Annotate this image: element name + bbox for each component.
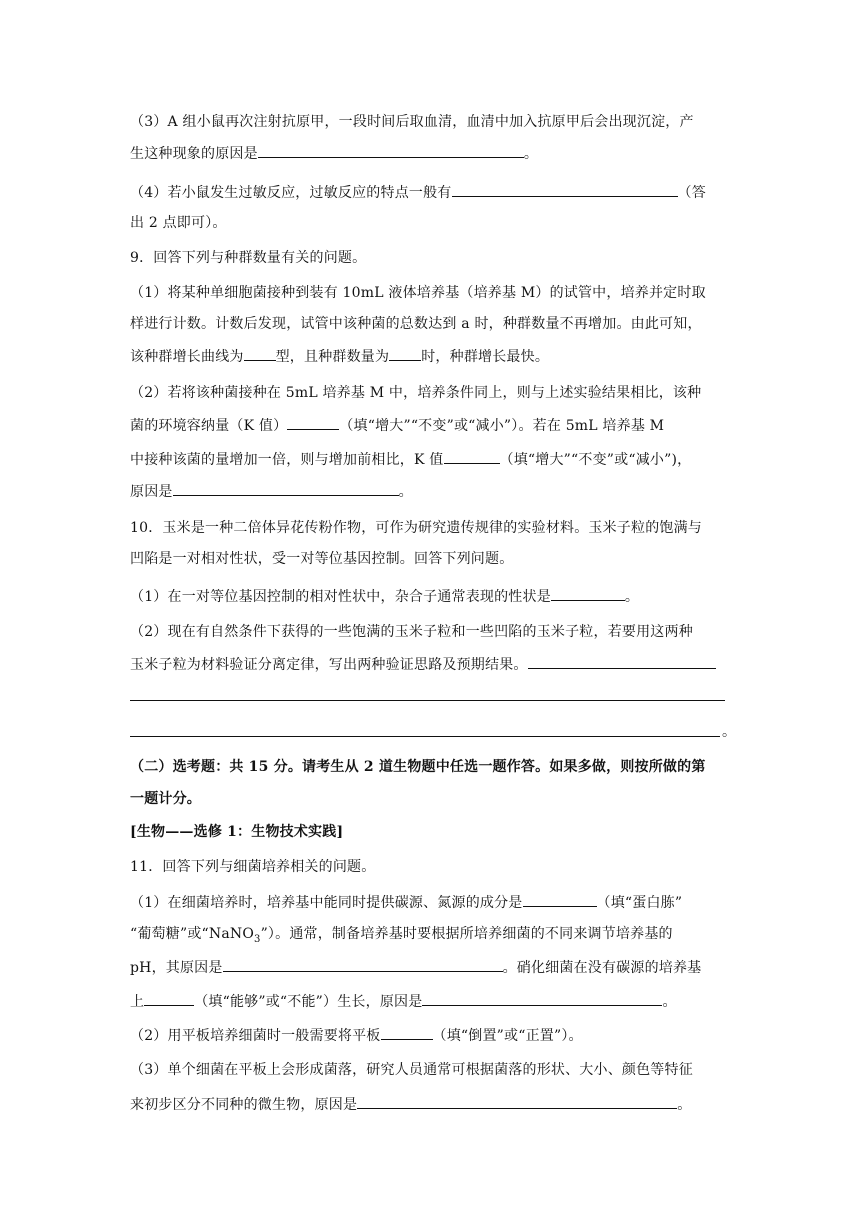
text: 来初步区分不同种的微生物，原因是 — [130, 1097, 358, 1113]
text: （填“增大”“不变”或“减小”）。若在 5mL 培养基 M — [339, 418, 665, 434]
text: 玉米子粒为材料验证分离定律，写出两种验证思路及预期结果。 — [130, 657, 528, 673]
text: （2）若将该种菌接种在 5mL 培养基 M 中，培养条件同上，则与上述实验结果相比，该种 — [130, 385, 702, 401]
text: （填“增大”“不变”或“减小”)， — [499, 452, 692, 468]
q9-title — [130, 248, 730, 268]
text: （填“倒置”或“正置”）。 — [432, 1028, 583, 1044]
answer-blank[interactable] — [357, 1094, 677, 1109]
text: 。 — [677, 1097, 692, 1113]
q11-3-line1 — [130, 1060, 730, 1080]
answer-blank[interactable] — [551, 586, 625, 601]
section-heading-line2 — [130, 789, 730, 809]
text: 。 — [398, 484, 413, 500]
text: （3）单个细菌在平板上会形成菌落，研究人员通常可根据菌落的形状、大小、颜色等特征 — [130, 1062, 693, 1078]
text: 。 — [662, 994, 677, 1010]
answer-line[interactable] — [130, 736, 720, 737]
q8-3-line2 — [130, 143, 730, 164]
text: [生物——选修 1：生物技术实践] — [130, 824, 344, 840]
text: （2）现在有自然条件下获得的一些饱满的玉米子粒和一些凹陷的玉米子粒，若要用这两种 — [130, 624, 693, 640]
answer-blank[interactable] — [173, 481, 399, 496]
answer-blank[interactable] — [444, 449, 500, 464]
answer-blank[interactable] — [223, 957, 503, 972]
q9-1-line2 — [130, 314, 730, 334]
q9-2-line2 — [130, 415, 730, 436]
subscript: 3 — [254, 933, 261, 945]
q8-4-line2 — [130, 213, 730, 233]
q11-1-line3 — [130, 957, 730, 978]
text: 原因是 — [130, 484, 173, 500]
text: （1）将某种单细胞菌接种到装有 10mL 液体培养基（培养基 M）的试管中，培养并定时取 — [130, 285, 706, 301]
q11-3-line2 — [130, 1094, 730, 1115]
text: 。 — [523, 146, 539, 162]
answer-blank[interactable] — [144, 991, 194, 1006]
text: 。 — [722, 724, 737, 740]
q11-title — [130, 857, 730, 877]
q11-2 — [130, 1025, 730, 1046]
text: 菌的环境容纳量（K 值） — [130, 418, 288, 434]
text: 一题计分。 — [130, 791, 201, 807]
text: 9．回答下列与种群数量有关的问题。 — [130, 250, 367, 266]
q9-1-line3 — [130, 346, 730, 367]
text: 样进行计数。计数后发现，试管中该种菌的总数达到 a 时，种群数量不再增加。由此可知， — [130, 316, 702, 332]
text: （2）用平板培养细菌时一般需要将平板 — [130, 1028, 381, 1044]
answer-blank[interactable] — [452, 182, 678, 197]
text: 生这种现象的原因是 — [130, 146, 258, 162]
text: （4）若小鼠发生过敏反应，过敏反应的特点一般有 — [130, 185, 452, 201]
text: （1）在一对等位基因控制的相对性状中，杂合子通常表现的性状是 — [130, 589, 551, 605]
text: （3）A 组小鼠再次注射抗原甲，一段时间后取血清，血清中加入抗原甲后会出现沉淀，产 — [130, 114, 694, 130]
answer-blank[interactable] — [244, 346, 276, 361]
text: ”）。通常，制备培养基时要根据所培养细菌的不同来调节培养基的 — [260, 926, 673, 942]
section-heading-line1 — [130, 757, 730, 777]
q9-2-line1 — [130, 383, 730, 403]
text: 型，且种群数量为 — [275, 349, 390, 365]
period — [722, 722, 742, 742]
text: （答 — [677, 185, 706, 201]
q10-line2 — [130, 549, 730, 569]
answer-blank[interactable] — [528, 654, 716, 669]
text: （二）选考题：共 15 分。请考生从 2 道生物题中任选一题作答。如果多做，则按所做的第 — [130, 759, 706, 775]
q10-2-line1 — [130, 622, 730, 642]
text: “葡萄糖”或“NaNO — [130, 926, 254, 942]
answer-line[interactable] — [130, 700, 725, 701]
elective-title — [130, 822, 730, 842]
text: （填“蛋白胨” — [596, 895, 683, 911]
q9-1-line1 — [130, 283, 730, 303]
answer-blank[interactable] — [287, 415, 339, 430]
q11-1-line2 — [130, 924, 730, 950]
text: 10．玉米是一种二倍体异花传粉作物，可作为研究遗传规律的实验材料。玉米子粒的饱满与 — [130, 520, 703, 536]
q9-2-line4 — [130, 481, 730, 502]
q8-4-line1 — [130, 182, 730, 203]
q10-line1 — [130, 518, 730, 538]
q11-1-line4 — [130, 991, 730, 1012]
answer-blank[interactable] — [389, 346, 421, 361]
answer-blank[interactable] — [422, 991, 662, 1006]
text: （1）在细菌培养时，培养基中能同时提供碳源、氮源的成分是 — [130, 895, 523, 911]
text: （填“能够”或“不能”）生长，原因是 — [194, 994, 423, 1010]
answer-blank[interactable] — [258, 143, 524, 158]
text: pH，其原因是 — [130, 960, 223, 976]
text: 出 2 点即可）。 — [130, 215, 227, 231]
q9-2-line3 — [130, 449, 730, 470]
text: 凹陷是一对相对性状，受一对等位基因控制。回答下列问题。 — [130, 551, 514, 567]
q10-2-line2 — [130, 654, 730, 675]
answer-blank[interactable] — [381, 1025, 433, 1040]
text: 11．回答下列与细菌培养相关的问题。 — [130, 859, 376, 875]
text: 上 — [130, 994, 145, 1010]
answer-blank[interactable] — [523, 892, 597, 907]
q11-1-line1 — [130, 892, 730, 913]
q8-3-line1 — [130, 112, 730, 132]
text: 。 — [624, 589, 640, 605]
text: 中接种该菌的量增加一倍，则与增加前相比，K 值 — [130, 452, 444, 468]
text: 时，种群增长最快。 — [421, 349, 550, 365]
text: 该种群增长曲线为 — [130, 349, 244, 365]
q10-1 — [130, 586, 730, 607]
text: 。硝化细菌在没有碳源的培养基 — [502, 960, 702, 976]
